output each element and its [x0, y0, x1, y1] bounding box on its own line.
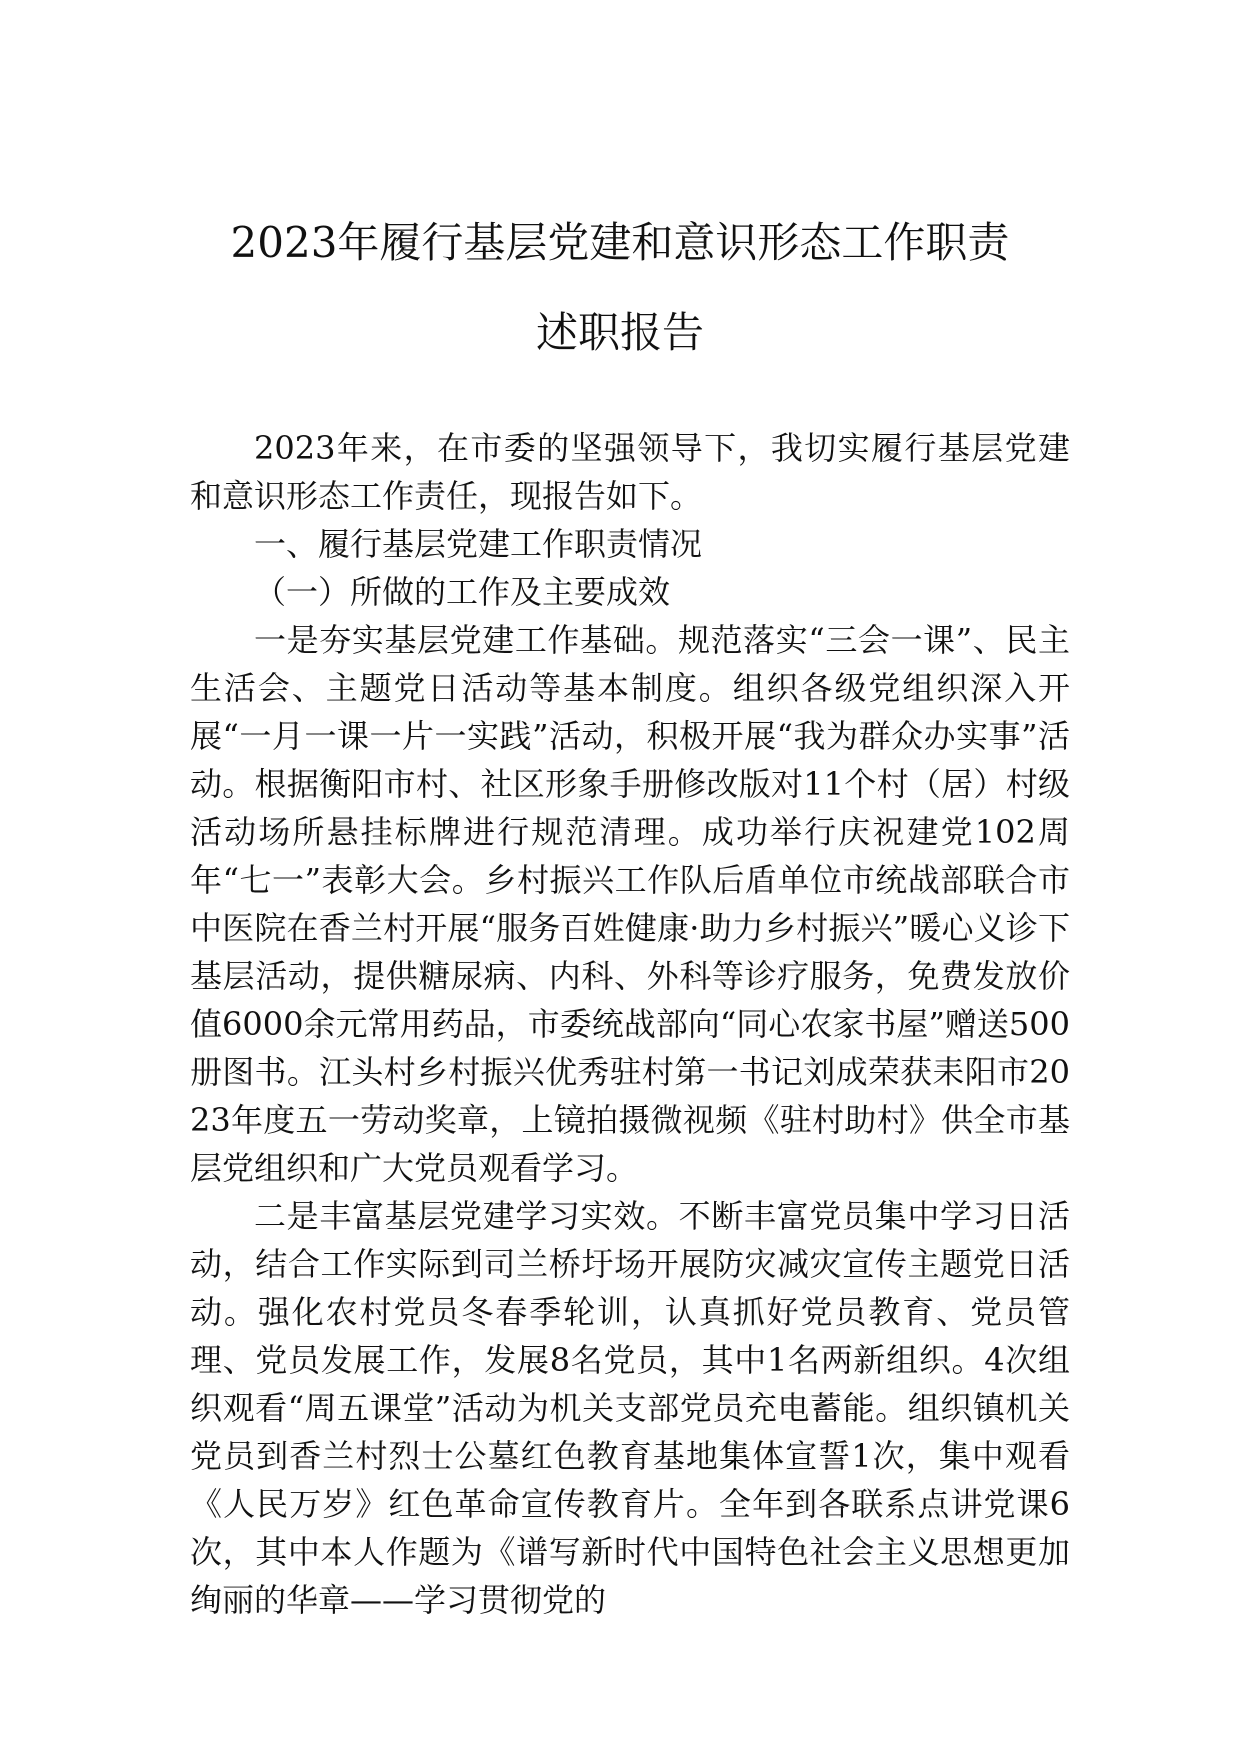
section-heading-1: 一、履行基层党建工作职责情况	[254, 525, 703, 563]
document-title-line-1: 2023年履行基层党建和意识形态工作职责	[230, 218, 1010, 267]
body-paragraph-2: 二是丰富基层党建学习实效。不断丰富党员集中学习日活动，结合工作实际到司兰桥圩场开展防灾减灾宣传主题党日活动。强化农村党员冬春季轮训，认真抓好党员教育、党员管理、党员发展工作，发展8名党员，其中1名两新组织。4次组织观看“周五课堂”活动为机关支部党员充电蓄能。组织镇机关党员到香兰村烈士公墓红色教育基地集体宣誓1次，集中观看《人民万岁》红色革命宣传教育片。全年到各联系点讲党课6次，其中本人作题为《谱写新时代中国特色社会主义思想更加绚丽的华章——学习贯彻党的	[190, 1197, 1070, 1619]
document-title-line-2: 述职报告	[535, 308, 704, 357]
subsection-heading-1: （一）所做的工作及主要成效	[254, 573, 671, 611]
document-body	[190, 424, 1070, 1624]
body-paragraph-1: 一是夯实基层党建工作基础。规范落实“三会一课”、民主生活会、主题党日活动等基本制度。组织各级党组织深入开展“一月一课一片一实践”活动，积极开展“我为群众办实事”活动。根据衡阳市村、社区形象手册修改版对11个村（居）村级活动场所悬挂标牌进行规范清理。成功举行庆祝建党102周年“七一”表彰大会。乡村振兴工作队后盾单位市统战部联合市中医院在香兰村开展“服务百姓健康·助力乡村振兴”暖心义诊下基层活动，提供糖尿病、内科、外科等诊疗服务，免费发放价值6000余元常用药品，市委统战部向“同心农家书屋”赠送500册图书。江头村乡村振兴优秀驻村第一书记刘成荣获耒阳市2023年度五一劳动奖章，上镜拍摄微视频《驻村助村》供全市基层党组织和广大党员观看学习。	[190, 621, 1070, 1187]
intro-paragraph: 2023年来，在市委的坚强领导下，我切实履行基层党建和意识形态工作责任，现报告如下。	[190, 429, 1070, 515]
